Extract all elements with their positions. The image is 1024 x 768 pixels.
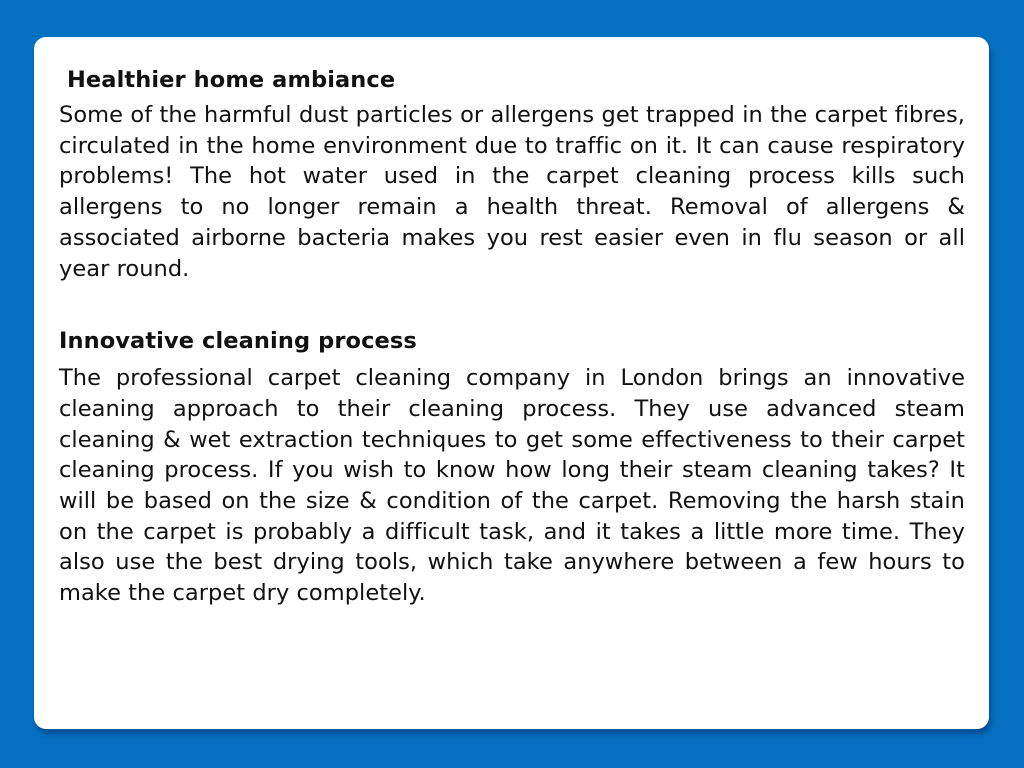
document-body [59,63,965,609]
section-heading-innovative-cleaning: Innovative cleaning process [59,328,417,355]
section-paragraph-healthier-home: Some of the harmful dust particles or allergens get trapped in the carpet fibres, circulated in the home environment due to traffic on it. It can cause respiratory problems! The hot water used in the carpet cleaning process kills such allergens to no longer remain a health threat. Removal of allergens & associated airborne bacteria makes you rest easier even in flu season or all year round. [59,102,965,282]
section-heading-healthier-home: Healthier home ambiance [67,67,396,93]
content-card [34,37,989,729]
section-paragraph-innovative-cleaning: The professional carpet cleaning company in London brings an innovative cleaning approach to their cleaning process. They use advanced steam cleaning & wet extraction techniques to get some effectiveness to their carpet cleaning process. If you wish to know how long their steam cleaning takes? It will be based on the size & condition of the carpet. Removing the harsh stain on the carpet is probably a difficult task, and it takes a little more time. They also use the best drying tools, which take anywhere between a few hours to make the carpet dry completely. [59,365,965,607]
